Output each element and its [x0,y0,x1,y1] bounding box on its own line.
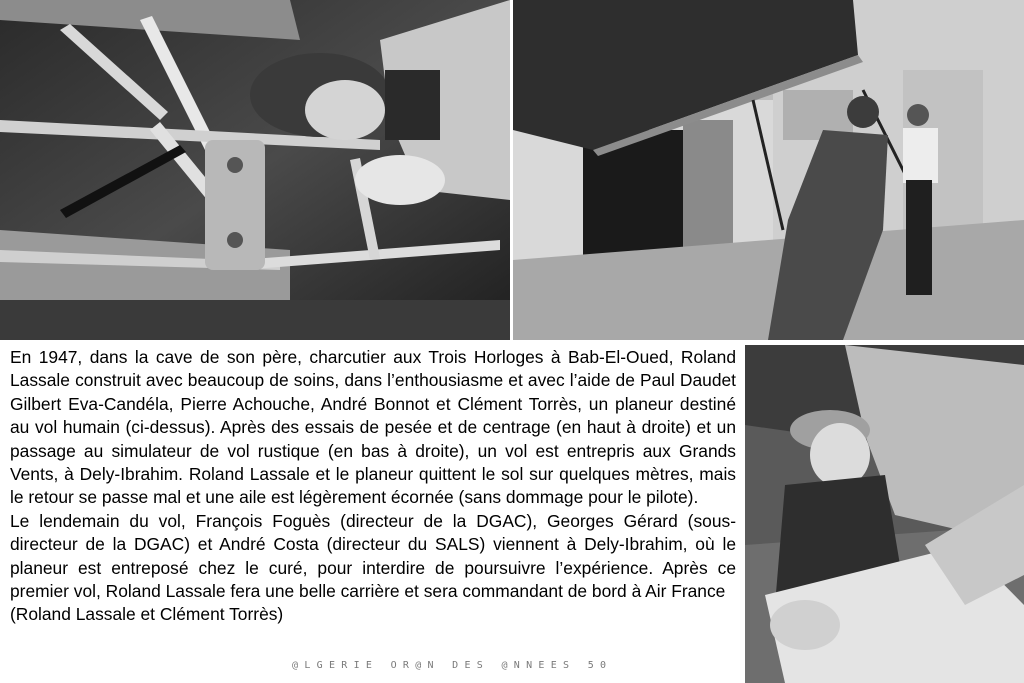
watermark-text: @LGERIE OR@N DES @NNEES 50 [292,660,613,671]
glider-weighing-photo [513,0,1024,340]
glider-weighing-image [513,0,1024,340]
caption-text [10,346,736,627]
glider-construction-image [0,0,510,340]
flight-simulator-image [745,345,1024,683]
caption-paragraph-2: Le lendemain du vol, François Foguès (directeur de la DGAC), Georges Gérard (sous-directeur de la DGAC) et André Costa (directeur du SALS) viennent à Dely-Ibrahim, où le planeur est entreposé chez le curé, pour interdire de poursuivre l’expérience. Après ce premier vol, Roland Lassale fera une belle carrière et sera commandant de bord à Air France [10,510,736,602]
flight-simulator-photo [745,345,1024,683]
glider-construction-photo [0,0,510,340]
caption-credit: (Roland Lassale et Clément Torrès) [10,604,284,625]
caption-paragraph-1: En 1947, dans la cave de son père, charcutier aux Trois Horloges à Bab-El-Oued, Roland Lassale construit avec beaucoup de soins, dans l’enthousiasme et avec l’aide de Paul Daudet Gilbert Eva-Candéla, Pierre Achouche, André Bonnot et Clément Torrès, un planeur destiné au vol humain (ci-dessus). Après des essais de pesée et de centrage (en haut à droite) et un passage au simulateur de vol rustique (en bas à droite), un vol est entrepris aux Grands Vents, à Dely-Ibrahim. Roland Lassale et le planeur quittent le sol sur quelques mètres, mais le retour se passe mal et une aile est légèrement écornée (sans dommage pour le pilote). [10,347,736,508]
